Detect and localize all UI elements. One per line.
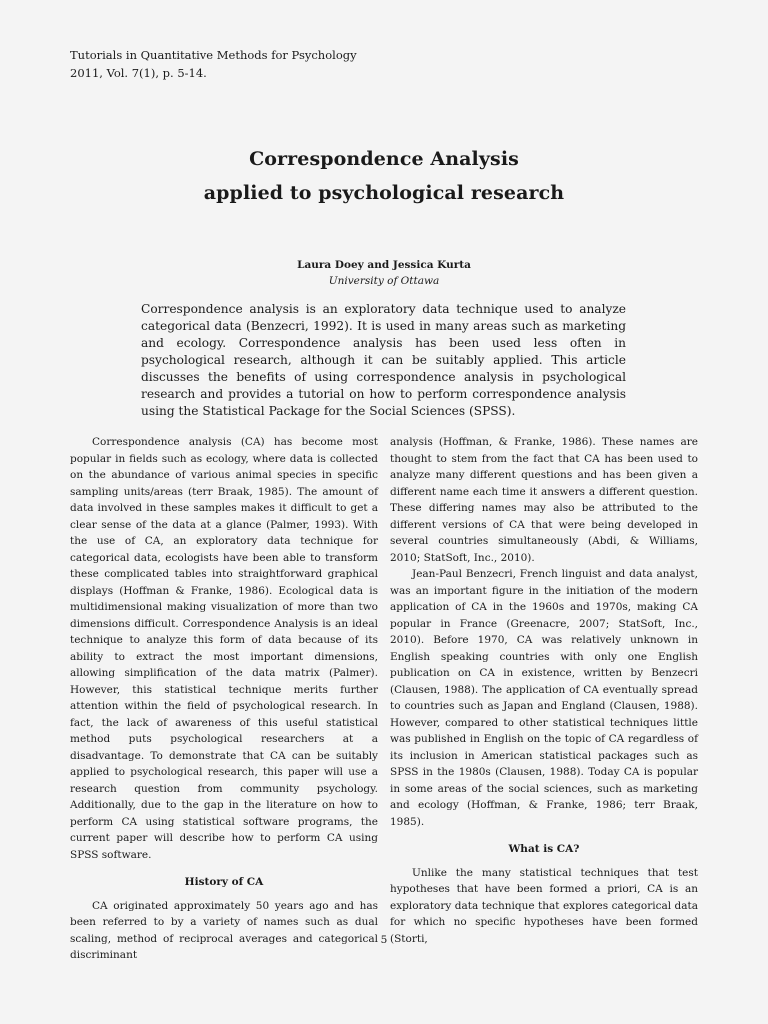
journal-citation: 2011, Vol. 7(1), p. 5-14. xyxy=(70,66,207,80)
article-title-line1: Correspondence Analysis xyxy=(249,148,519,170)
what-is-ca-heading: What is CA? xyxy=(508,843,580,855)
authors: Laura Doey and Jessica Kurta xyxy=(297,259,471,271)
journal-header xyxy=(70,46,357,82)
what-is-ca-paragraph: Unlike the many statistical techniques that test hypotheses that have been formed a priori, CA is an exploratory data technique that explores categorical data for which no specific hypotheses have been formed (Storti, xyxy=(390,866,698,945)
right-column xyxy=(390,434,698,947)
history-heading: History of CA xyxy=(184,876,264,888)
left-column xyxy=(70,434,378,964)
benzecri-paragraph: Jean-Paul Benzecri, French linguist and data analyst, was an important figure in the initiation of the modern application of CA in the 1960s and 1970s, making CA popular in France (Greenacre, 2007; StatSoft, Inc., 2010). Before 1970, CA was relatively unknown in English speaking countries with only one English publication on CA in existence, written by Benzecri (Clausen, 1988). The application of CA eventually spread to countries such as Japan and England (Clausen, 1988). However, compared to other statistical techniques little was published in English on the topic of CA regardless of its inclusion in American statistical packages such as SPSS in the 1980s (Clausen, 1988). Today CA is popular in some areas of the social sciences, such as marketing and ecology (Hoffman, & Franke, 1986; terr Braak, 1985). xyxy=(390,568,698,828)
history-paragraph: CA originated approximately 50 years ago and has been referred to by a variety of names such as dual scaling, method of reciprocal averages and categorical discriminant xyxy=(70,899,378,961)
page-number: 5 xyxy=(380,934,388,946)
journal-name: Tutorials in Quantitative Methods for Psychology xyxy=(70,48,357,62)
affiliation: University of Ottawa xyxy=(328,275,440,287)
article-title-line2: applied to psychological research xyxy=(203,182,565,204)
continuation-paragraph: analysis (Hoffman, & Franke, 1986). These names are thought to stem from the fact that CA has been used to analyze many different questions and has been given a different name each time it answers a different question. These differing names may also be attributed to the different versions of CA that were being developed in several countries simultaneously (Abdi, & Williams, 2010; StatSoft, Inc., 2010). xyxy=(390,436,698,564)
abstract: Correspondence analysis is an exploratory data technique used to analyze categorical data (Benzecri, 1992). It is used in many areas such as marketing and ecology. Correspondence analysis has been used less often in psychological research, although it can be suitably applied. This article discusses the benefits of using correspondence analysis in psychological research and provides a tutorial on how to perform correspondence analysis using the Statistical Package for the Social Sciences (SPSS). xyxy=(141,302,626,418)
intro-paragraph: Correspondence analysis (CA) has become most popular in fields such as ecology, where data is collected on the abundance of various animal species in specific sampling units/areas (terr Braak, 1985). The amount of data involved in these samples makes it difficult to get a clear sense of the data at a glance (Palmer, 1993). With the use of CA, an exploratory data technique for categorical data, ecologists have been able to transform these complicated tables into straightforward graphical displays (Hoffman & Franke, 1986). Ecological data is multidimensional making visualization of more than two dimensions difficult. Correspondence Analysis is an ideal technique to analyze this form of data because of its ability to extract the most important dimensions, allowing simplification of the data matrix (Palmer). However, this statistical technique merits further attention within the field of psychological research. In fact, the lack of awareness of this useful statistical method puts psychological researchers at a disadvantage. To demonstrate that CA can be suitably applied to psychological research, this paper will use a research question from community psychology. Additionally, due to the gap in the literature on how to perform CA using statistical software programs, the current paper will describe how to perform CA using SPSS software. xyxy=(70,436,378,861)
